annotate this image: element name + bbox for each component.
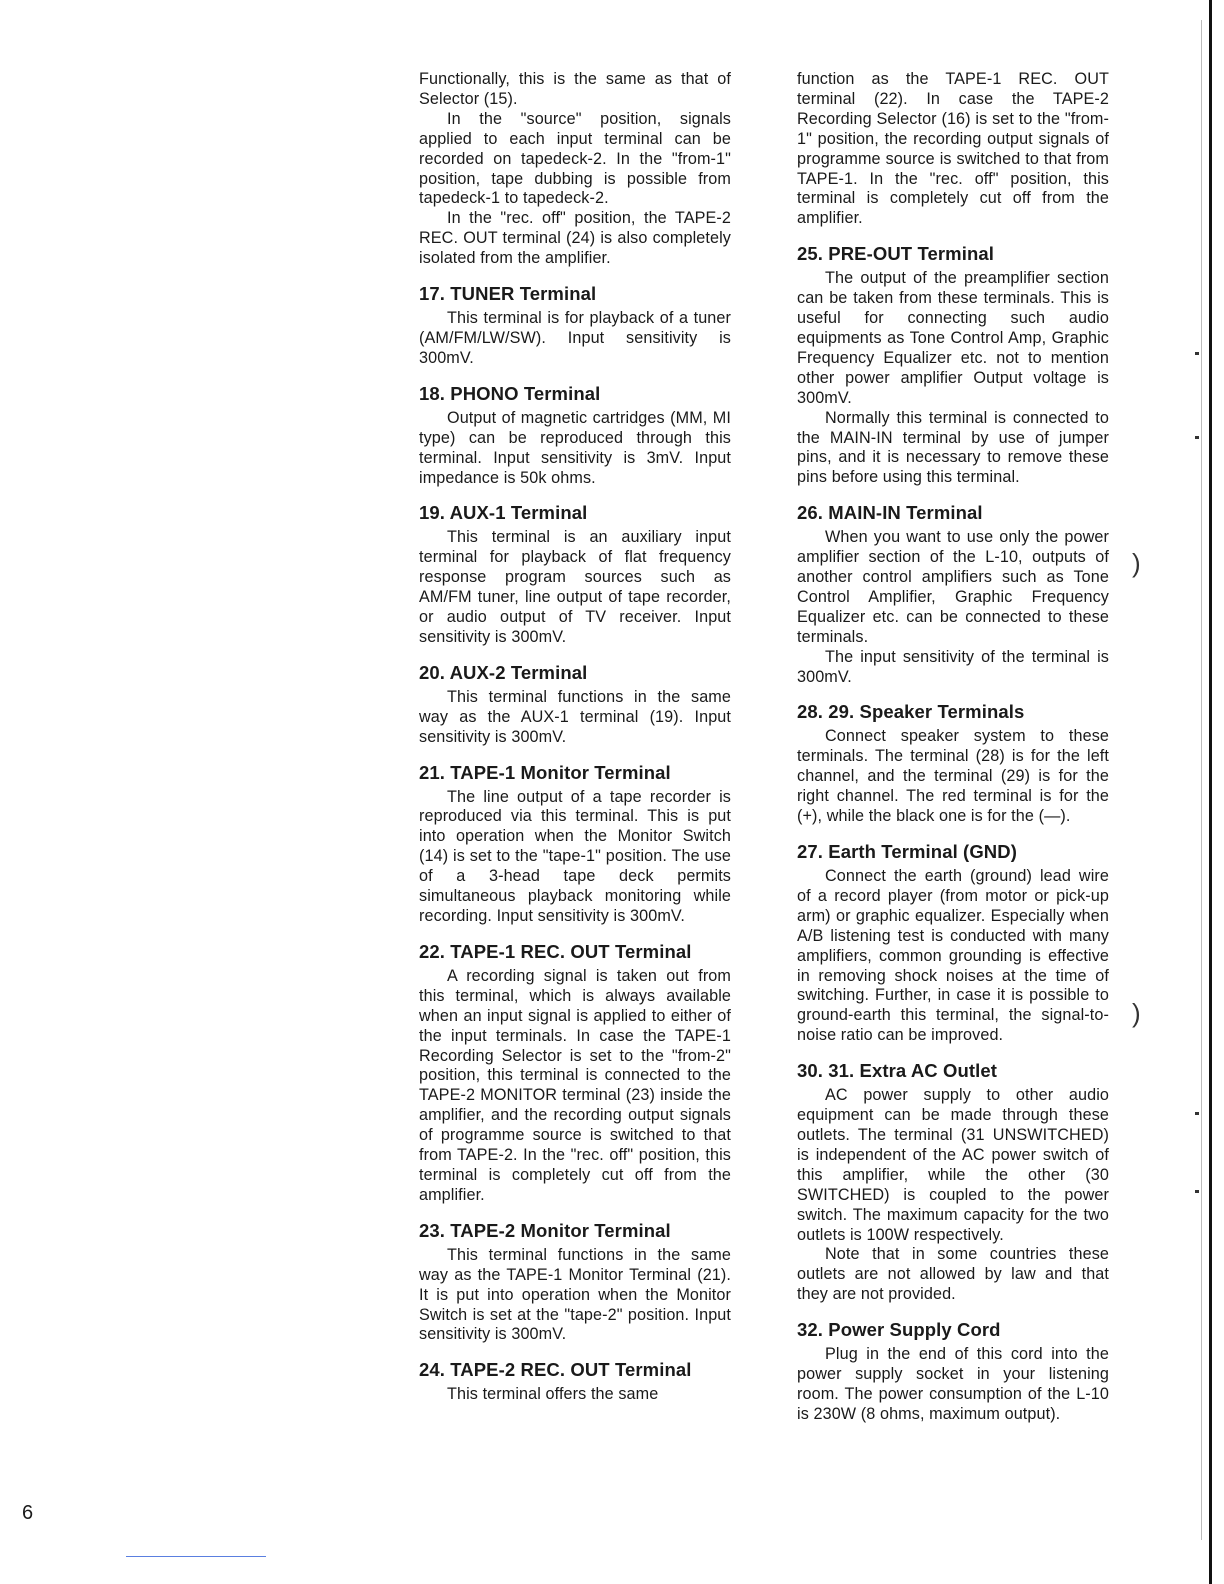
page-number: 6 xyxy=(22,1502,34,1524)
scan-edge-bar xyxy=(1209,0,1212,1584)
scan-tick-mark xyxy=(1195,1112,1199,1115)
section-heading: 27. Earth Terminal (GND) xyxy=(797,841,1017,862)
section-heading: 17. TUNER Terminal xyxy=(419,283,597,305)
body-paragraph: In the "rec. off" position, the TAPE-2 REC. OUT terminal (24) is also completely isolated from the amplifier. xyxy=(419,209,731,268)
body-paragraph: This terminal offers the same xyxy=(447,1385,659,1404)
scan-tick-mark xyxy=(1195,436,1199,439)
body-paragraph: Note that in some countries these outlets are not allowed by law and that they are not provided. xyxy=(797,1245,1109,1304)
body-paragraph: AC power supply to other audio equipment can be made through these outlets. The terminal (31 UNSWITCHED) is independent of the AC power switch of this amplifier, while the other (30 SWITCHED) is coupled to the power switch. The maximum capacity for the two outlets is 100W respectively. xyxy=(797,1086,1109,1244)
right-column xyxy=(797,70,1109,1425)
scan-edge-line xyxy=(1201,20,1202,1540)
section-heading: 18. PHONO Terminal xyxy=(419,382,601,404)
body-paragraph: The output of the preamplifier section can be taken from these terminals. This is useful for connecting such audio equipments as Tone Control Amp, Graphic Frequency Equalizer etc. not to mention other power amplifier Output voltage is 300mV. xyxy=(797,269,1109,407)
scan-tick-mark xyxy=(1195,352,1199,355)
body-paragraph: Connect speaker system to these terminals. The terminal (28) is for the left channel, and the terminal (29) is for the right channel. The red terminal is for the (+), while the black one is for the (—). xyxy=(797,727,1109,826)
body-paragraph: Connect the earth (ground) lead wire of a record player (from motor or pick-up arm) or graphic equalizer. Especially when A/B listening test is conducted with many amplifiers, common grounding is effective in removing shock noises at the time of switching. Further, in case it is possible to ground-earth this terminal, the signal-to-noise ratio can be improved. xyxy=(797,867,1109,1045)
section-heading: 32. Power Supply Cord xyxy=(797,1319,1001,1341)
section-heading: 28. 29. Speaker Terminals xyxy=(797,701,1025,723)
binding-hole-mark-icon: ) xyxy=(1132,998,1141,1028)
binding-hole-mark-icon: ) xyxy=(1132,548,1141,578)
section-heading: 19. AUX-1 Terminal xyxy=(419,502,588,524)
section-heading: 26. MAIN-IN Terminal xyxy=(797,502,983,524)
body-paragraph: Output of magnetic cartridges (MM, MI type) can be reproduced through this terminal. Input sensitivity is 3mV. Input impedance is 50k ohms. xyxy=(419,408,731,487)
body-paragraph: This terminal is an auxiliary input terminal for playback of flat frequency response program sources such as AM/FM tuner, line output of tape recorder, or audio output of TV receiver. Input sensitivity is 300mV. xyxy=(419,528,731,646)
body-paragraph: This terminal functions in the same way as the TAPE-1 Monitor Terminal (21). It is put into operation when the Monitor Switch is set at the "tape-2" position. Input sensitivity is 300mV. xyxy=(419,1245,731,1344)
section-heading: 23. TAPE-2 Monitor Terminal xyxy=(419,1219,671,1241)
section-heading: 21. TAPE-1 Monitor Terminal xyxy=(419,761,671,783)
section-heading: 30. 31. Extra AC Outlet xyxy=(797,1060,998,1082)
body-paragraph: The input sensitivity of the terminal is 300mV. xyxy=(797,647,1109,686)
body-paragraph: The line output of a tape recorder is reproduced via this terminal. This is put into operation when the Monitor Switch (14) is set to the "tape-1" position. The use of a 3-head tape deck permits simultaneous playback monitoring while recording. Input sensitivity is 300mV. xyxy=(419,787,731,925)
body-paragraph: A recording signal is taken out from this terminal, which is always available when an input signal is applied to either of the input terminals. In case the TAPE-1 Recording Selector is set to the "from-2" position, this terminal is connected to the TAPE-2 MONITOR terminal (23) inside the amplifier, and the recording output signals of programme source is switched to that from TAPE-2. In the "rec. off" position, this terminal is completely cut off from the amplifier. xyxy=(419,966,731,1204)
section-heading: 25. PRE-OUT Terminal xyxy=(797,243,994,265)
section-heading: 22. TAPE-1 REC. OUT Terminal xyxy=(419,940,692,962)
body-paragraph: When you want to use only the power amplifier section of the L-10, outputs of another control amplifiers such as Tone Control Amplifier, Graphic Frequency Equalizer etc. can be connected to these terminals. xyxy=(797,528,1109,646)
body-paragraph: function as the TAPE-1 REC. OUT terminal (22). In case the TAPE-2 Recording Selector (16) is set to the "from-1" position, the recording output signals of programme source is switched to that from TAPE-1. In the "rec. off" position, this terminal is completely cut off from the amplifier. xyxy=(797,70,1109,228)
section-heading: 20. AUX-2 Terminal xyxy=(419,661,588,683)
body-paragraph: This terminal functions in the same way as the AUX-1 terminal (19). Input sensitivity is 300mV. xyxy=(419,687,731,746)
body-paragraph: Functionally, this is the same as that of Selector (15). xyxy=(419,70,731,108)
left-column xyxy=(419,70,731,1405)
body-paragraph: Normally this terminal is connected to the MAIN-IN terminal by use of jumper pins, and it is necessary to remove these pins before using this terminal. xyxy=(797,408,1109,487)
body-paragraph: Plug in the end of this cord into the power supply socket in your listening room. The power consumption of the L-10 is 230W (8 ohms, maximum output). xyxy=(797,1345,1109,1423)
footer-rule xyxy=(126,1556,266,1557)
body-paragraph: In the "source" position, signals applied to each input terminal can be recorded on tapedeck-2. In the "from-1" position, tape dubbing is possible from tapedeck-1 to tapedeck-2. xyxy=(419,109,731,208)
body-paragraph: This terminal is for playback of a tuner (AM/FM/LW/SW). Input sensitivity is 300mV. xyxy=(419,309,731,367)
scan-tick-mark xyxy=(1195,1190,1199,1193)
section-heading: 24. TAPE-2 REC. OUT Terminal xyxy=(419,1359,692,1381)
